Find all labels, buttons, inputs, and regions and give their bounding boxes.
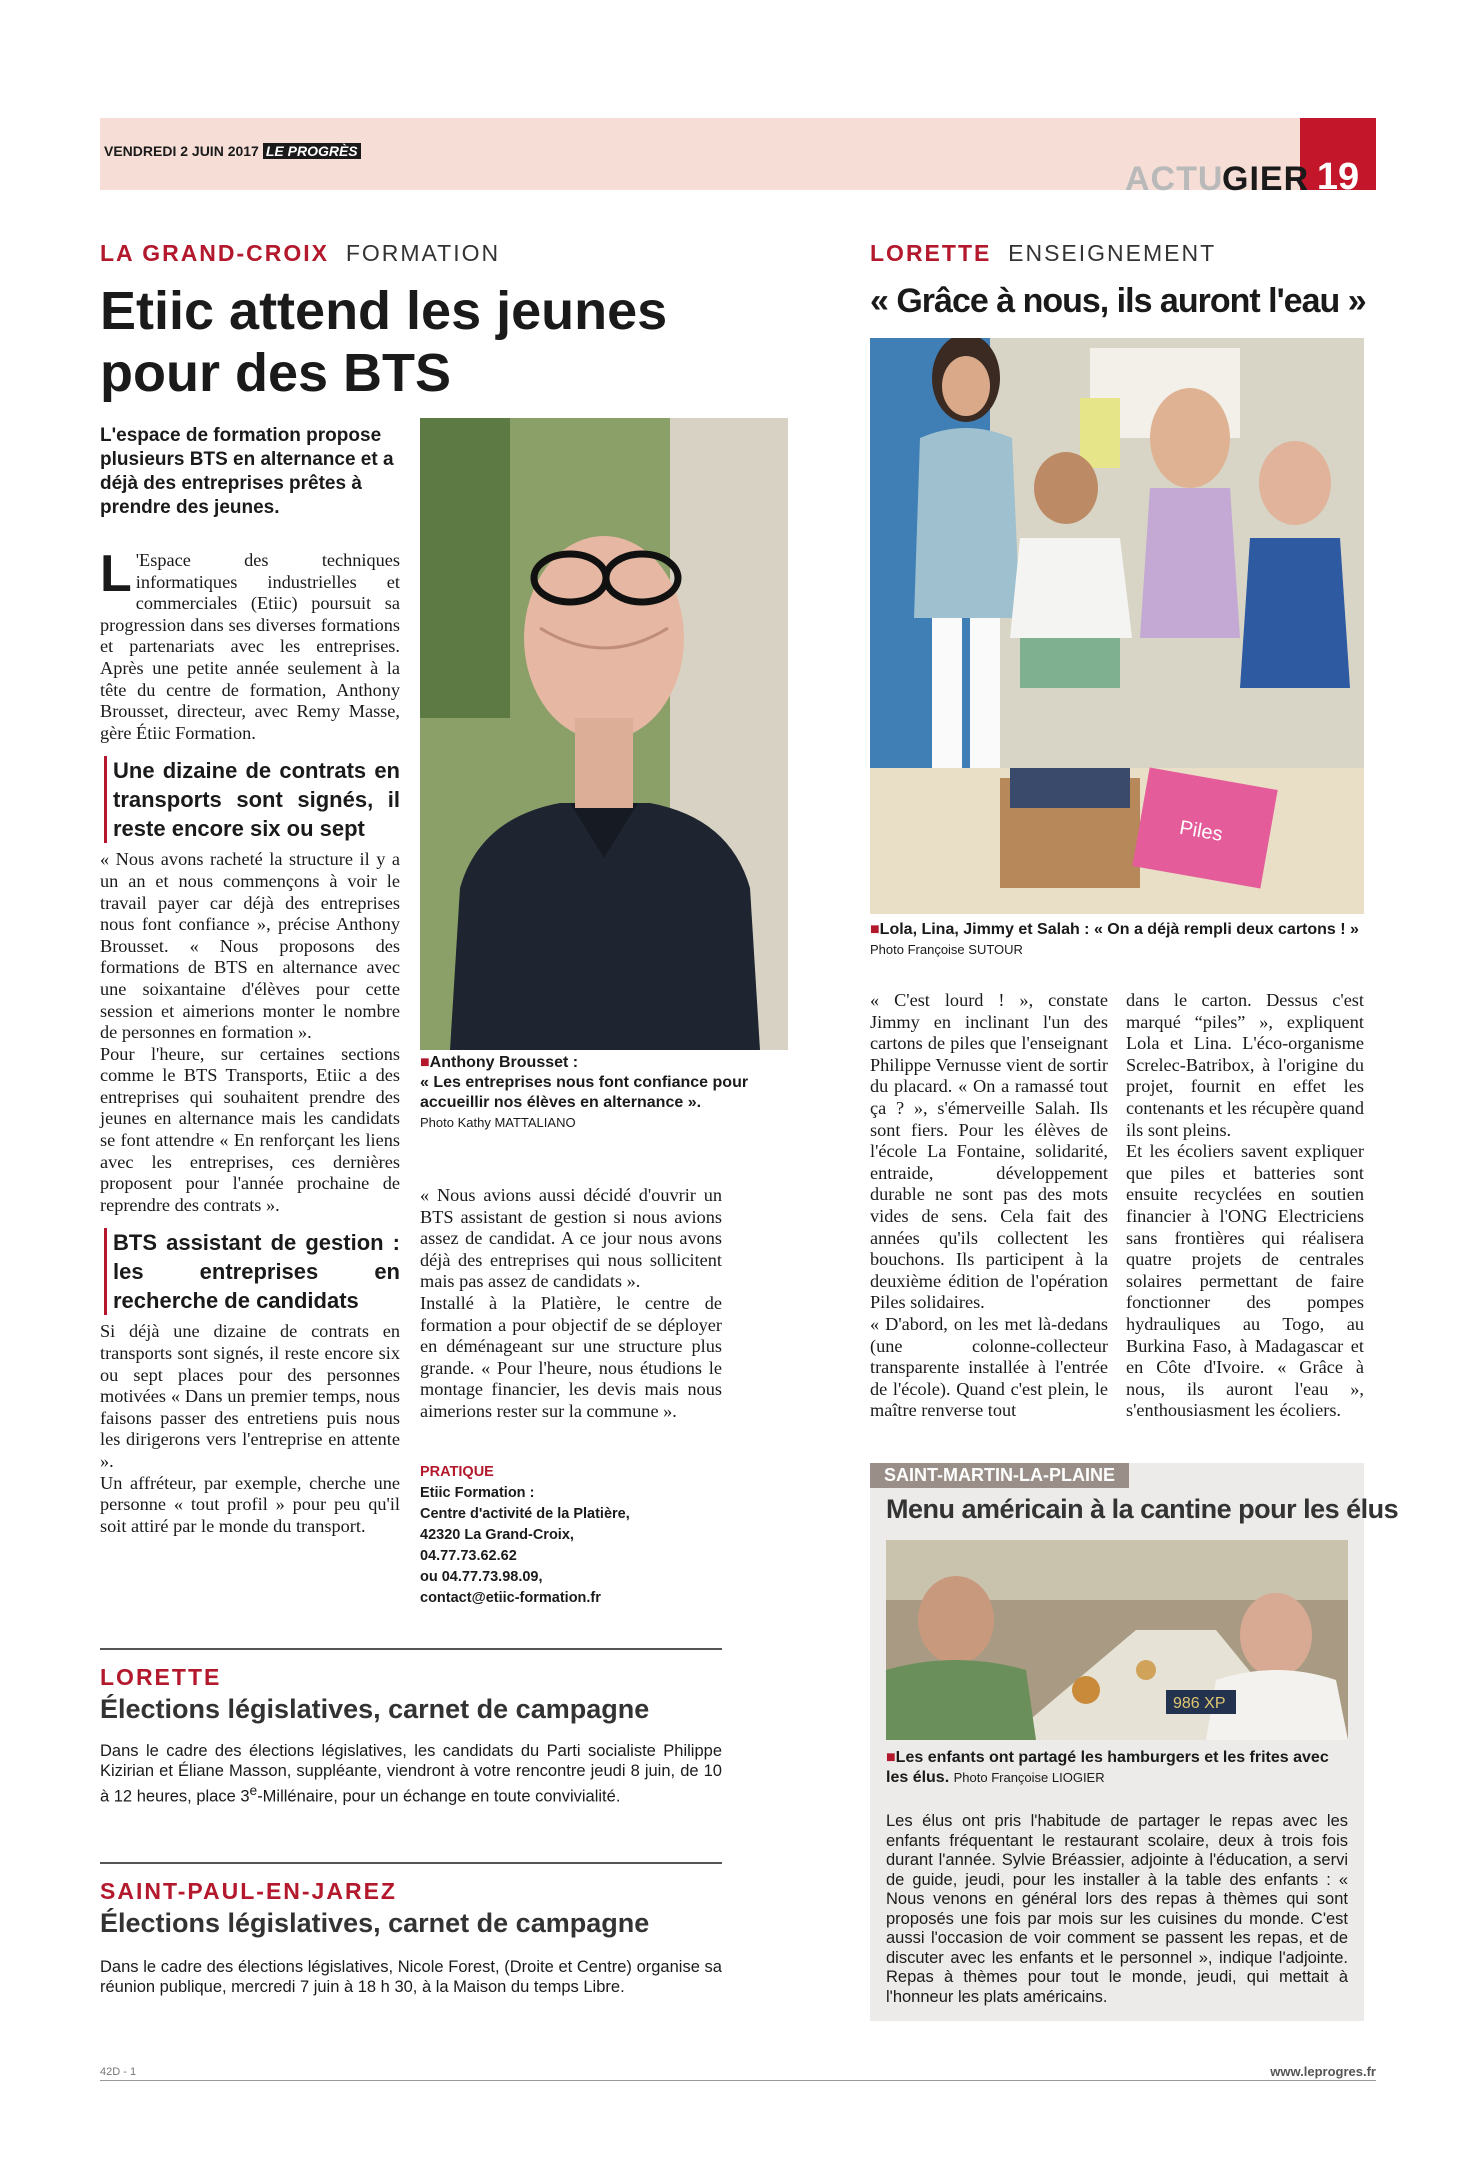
dropcap: L (100, 545, 132, 603)
right-col1 (870, 990, 1108, 1422)
cantine-title: Menu américain à la cantine pour les élus (886, 1494, 1399, 1524)
brief-1-location: LORETTE (100, 1664, 222, 1690)
brief-1-text (100, 1742, 722, 1807)
left-headline (100, 280, 667, 404)
kicker-topic: ENSEIGNEMENT (1008, 240, 1217, 266)
caption-credit: Photo Françoise LIOGIER (953, 1770, 1105, 1785)
caption-credit: Photo Françoise SUTOUR (870, 942, 1023, 957)
brief-1-superscript: e (249, 1783, 258, 1798)
subsection-label: GIER (1222, 160, 1310, 198)
cantine-location: SAINT-MARTIN-LA-PLAINE (870, 1463, 1129, 1488)
children-photo (870, 338, 1364, 914)
headline-line-2: pour des BTS (100, 343, 452, 403)
footer-rule (100, 2080, 1376, 2081)
right-paragraph-1: « C'est lourd ! », constate Jimmy en inclinant l'un des cartons de piles que l'enseignant Philippe Vernusse vient de sortir du placard. « On a ramassé tout ça ? », s'émerveille Salah. Ils sont fiers. Pour les élèves de l'école La Fontaine, solidarité, entraide, développement durable ne sont pas des mots vides de sens. Cela fait des années qu'ils collectent les bouchons. Ils participent à la deuxième édition de l'opération Piles solidaires. (870, 990, 1108, 1313)
left-col1 (100, 545, 400, 1537)
page-number: 19 (1316, 156, 1360, 198)
brief-2-text: Dans le cadre des élections législatives, Nicole Forest, (Droite et Centre) organise sa réunion publique, mercredi 7 juin à 18 h 30, à la Maison du temps Libre. (100, 1958, 722, 1996)
paragraph-3: Pour l'heure, sur certaines sections comme le BTS Transports, Etiic a des entreprises qui souhaitent prendre des jeunes en alternance mais les candidats se font attendre « En renforçant les liens avec les entreprises, ces dernières proposent pour l'année prochaine de reprendre des contrats ». (100, 1043, 400, 1215)
pratique-label: PRATIQUE (420, 1464, 494, 1480)
portrait-illustration (420, 418, 788, 1050)
newspaper-logo: LE PROGRÈS (263, 143, 361, 159)
license-plate-text: 986 XP (1173, 1695, 1226, 1712)
caption-quote: « Les entreprises nous font confiance pour accueillir nos élèves en alternance ». (420, 1074, 749, 1111)
subhead-2: BTS assistant de gestion : les entreprises en recherche de candidats (104, 1228, 400, 1315)
portrait-caption (420, 1053, 788, 1133)
footer-site: www.leprogres.fr (1270, 2064, 1376, 2079)
pratique-line: Etiic Formation : (420, 1485, 535, 1501)
right-paragraph-4: Et les écoliers savent expliquer que piles et batteries sont ensuite recyclées en soutien financier à l'ONG Electriciens sans frontières qui réalisera quatre projets de centrales solaires permettant de faire fonctionner des pompes hydrauliques au Togo, au Burkina Faso, à Madagascar et en Côte d'Ivoire. « Grâce à nous, ils auront l'eau », s'enthousiasment les écoliers. (1126, 1141, 1364, 1421)
paragraph-7: Installé à la Platière, le centre de formation a pour objectif de se déployer en déménageant sur une structure plus grande. « Pour l'heure, nous étudions le montage financier, les devis mais nous aimerions rester sur la commune ». (420, 1292, 722, 1421)
kicker-topic: FORMATION (345, 240, 501, 266)
footer-code: 42D - 1 (100, 2066, 137, 2078)
kicker-location: LORETTE (870, 240, 992, 266)
caption-square-icon: ■ (886, 1749, 896, 1766)
caption-square-icon: ■ (420, 1054, 430, 1071)
brief-2-title: Élections législatives, carnet de campagne (100, 1908, 650, 1938)
brief-divider (100, 1648, 722, 1650)
left-kicker (100, 240, 500, 267)
brief-divider (100, 1862, 722, 1864)
paragraph-5: Un affréteur, par exemple, cherche une personne « tout profil » pour peu qu'il soit attiré par le monde du transport. (100, 1472, 400, 1536)
pratique-line: ou 04.77.73.98.09, (420, 1569, 543, 1585)
pratique-box (420, 1462, 722, 1609)
paragraph-2: « Nous avons racheté la structure il y a un an et nous commençons à voir le travail payer car déjà des entreprises nous font confiance », précise Anthony Brousset. « Nous proposons des formations de BTS en alternance avec une soixantaine d'élèves pour cette session et aimerions monter le nombre de personnes en formation ». (100, 849, 400, 1043)
children-caption (870, 920, 1364, 960)
brief-1-text-start: Dans le cadre des élections législatives, les candidats du Parti socialiste Philippe Kizirian et Éliane Masson, suppléante, viendront à votre rencontre jeudi 8 juin, de 10 à 12 heures, place 3 (100, 1742, 722, 1806)
intro-paragraph: 'Espace des techniques informatiques industrielles et commerciales (Etiic) poursuit sa progression dans ses diverses formations et partenariats avec les entreprises. Après une petite année seulement à la tête du centre de formation, Anthony Brousset, directeur, avec Remy Masse, gère Étiic Formation. (100, 550, 400, 743)
caption-credit: Photo Kathy MATTALIANO (420, 1115, 576, 1130)
subhead-1: Une dizaine de contrats en transports sont signés, il reste encore six ou sept (104, 756, 400, 843)
paragraph-4: Si déjà une dizaine de contrats en transports sont signés, il reste encore six ou sept places pour des personnes motivées « Dans un premier temps, nous faisons passer des entretiens puis nous les dirigerons vers l'entreprise en attente ». (100, 1321, 400, 1471)
pratique-line: 04.77.73.62.62 (420, 1548, 517, 1564)
cantine-photo (886, 1540, 1348, 1740)
pratique-line: 42320 La Grand-Croix, (420, 1527, 574, 1543)
header-date (104, 143, 361, 159)
right-kicker (870, 240, 1216, 267)
right-paragraph-3: dans le carton. Dessus c'est marqué “piles” », expliquent Lola et Lina. L'éco-organisme Screlec-Batribox, à l'origine du projet, fournit en effet les contenants et les récupère quand ils sont pleins. (1126, 990, 1364, 1140)
left-col2 (420, 1185, 722, 1423)
paragraph-6: « Nous avions aussi décidé d'ouvrir un BTS assistant de gestion si nous avions assez de candidat. A ce jour nous avons déjà des entreprises qui nous sollicitent mais pas assez de candidats ». (420, 1185, 722, 1292)
caption-text: Les enfants ont partagé les hamburgers et les frites avec les élus. (886, 1749, 1329, 1786)
date-text: VENDREDI 2 JUIN 2017 (104, 143, 259, 159)
section-label: ACTU (1125, 160, 1224, 198)
brief-1-title: Élections législatives, carnet de campagne (100, 1694, 650, 1724)
brief-1-text-end: -Millénaire, pour un échange en toute convivialité. (257, 1787, 621, 1806)
headline-line-1: Etiic attend les jeunes (100, 281, 668, 341)
kicker-location: LA GRAND-CROIX (100, 240, 330, 266)
caption-name: Anthony Brousset : (429, 1054, 579, 1071)
left-chapo: L'espace de formation propose plusieurs BTS en alternance et a déjà des entreprises prêtes à prendre des jeunes. (100, 425, 394, 518)
pratique-email: contact@etiic-formation.fr (420, 1590, 601, 1606)
cantine-caption (886, 1748, 1348, 1788)
caption-square-icon: ■ (870, 921, 880, 938)
cantine-text: Les élus ont pris l'habitude de partager le repas avec les enfants fréquentant le restaurant scolaire, deux à trois fois durant l'année. Sylvie Bréassier, adjointe à l'éducation, a servi de guide, jeudi, pour les installer à la table des enfants : « Nous venons en général lors des repas à thèmes qui sont proposés une fois par mois sur les cuisines du monde. C'est aussi l'occasion de voir comment se passent les repas, et de discuter avec les enfants et le personnel », indique l'adjointe. Repas à thèmes pour tout le monde, jeudi, qui mettait à l'honneur les plats américains. (886, 1812, 1348, 2006)
pratique-line: Centre d'activité de la Platière, (420, 1506, 630, 1522)
right-paragraph-2: « D'abord, on les met là-dedans (une colonne-collecteur transparente installée à l'entrée de l'école). Quand c'est plein, le maître renverse tout (870, 1313, 1108, 1421)
right-col2 (1126, 990, 1364, 1422)
brief-2-location: SAINT-PAUL-EN-JAREZ (100, 1878, 397, 1904)
right-headline: « Grâce à nous, ils auront l'eau » (870, 282, 1366, 320)
box-label: Piles (1177, 816, 1225, 846)
children-illustration (870, 338, 1364, 914)
caption-text: Lola, Lina, Jimmy et Salah : « On a déjà rempli deux cartons ! » (879, 921, 1359, 938)
cantine-illustration (886, 1540, 1348, 1740)
portrait-photo (420, 418, 788, 1050)
